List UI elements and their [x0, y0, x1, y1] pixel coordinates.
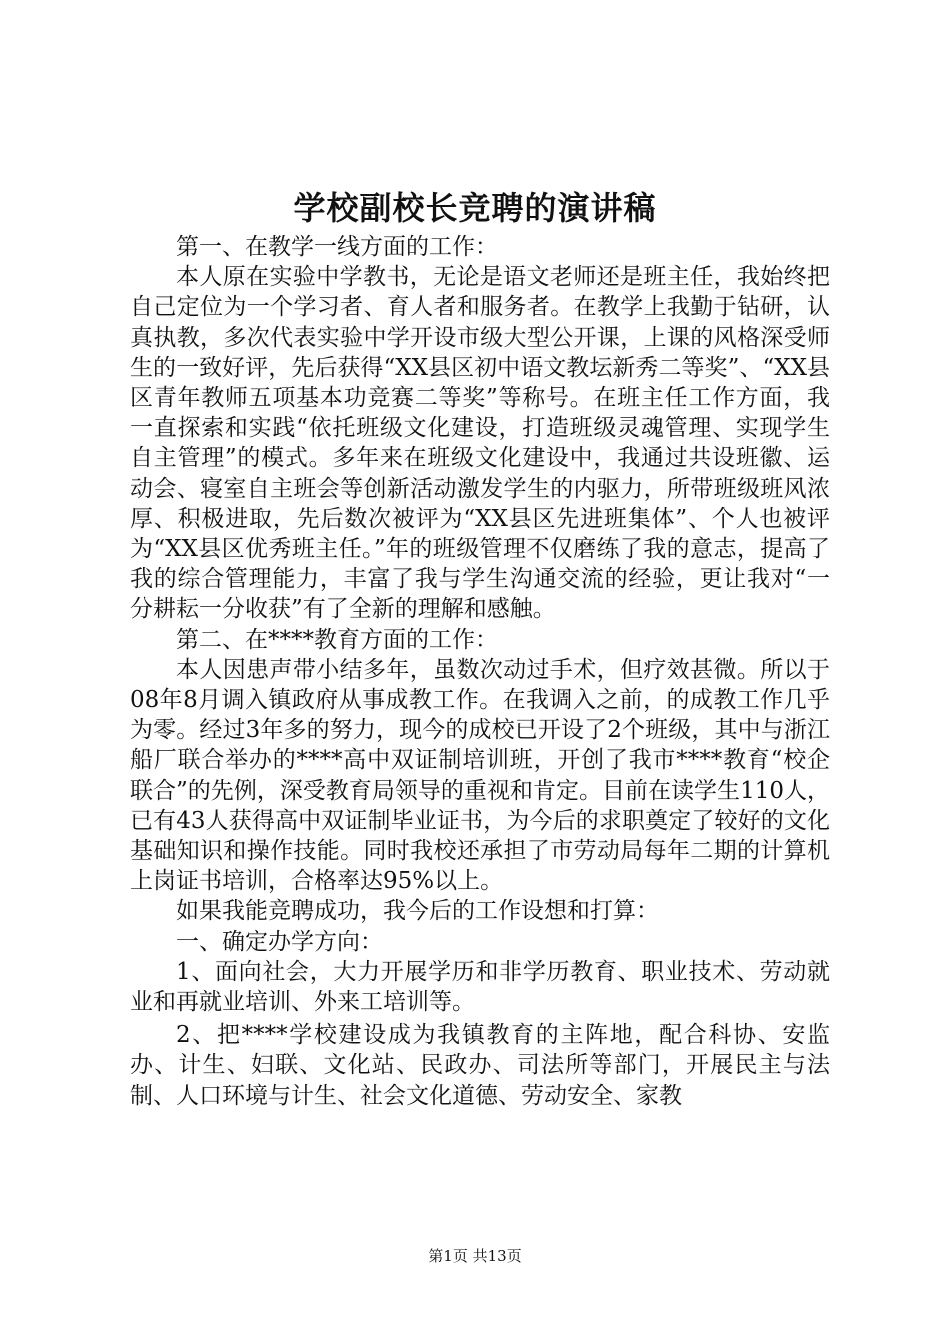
page-footer: 第1页 共13页 — [428, 1247, 522, 1265]
paragraph-item-1: 1、面向社会，大力开展学历和非学历教育、职业技术、劳动就业和再就业培训、外来工培训等。 — [130, 958, 830, 1016]
page-title: 学校副校长竞聘的演讲稿 — [293, 189, 657, 227]
document-body — [130, 232, 830, 1111]
paragraph-item-2: 2、把****学校建设成为我镇教育的主阵地，配合科协、安监办、计生、妇联、文化站、民政办、司法所等部门，开展民主与法制、人口环境与计生、社会文化道德、劳动安全、家教 — [130, 1022, 830, 1109]
paragraph-plans-intro: 如果我能竞聘成功，我今后的工作设想和打算： — [176, 898, 659, 925]
paragraph-heading-direction: 一、确定办学方向： — [176, 928, 383, 955]
paragraph-heading-2: 第二、在****教育方面的工作： — [176, 626, 498, 653]
paragraph-teaching-work: 本人原在实验中学教书，无论是语文老师还是班主任，我始终把自己定位为一个学习者、育人者和服务者。在教学上我勤于钻研，认真执教，多次代表实验中学开设市级大型公开课，上课的风格深受师生的一致好评，先后获得“XX县区初中语文教坛新秀二等奖”、“XX县区青年教师五项基本功竞赛二等奖”等称号。在班主任工作方面，我一直探索和实践“依托班级文化建设，打造班级灵魂管理、实现学生自主管理”的模式。多年来在班级文化建设中，我通过共设班徽、运动会、寝室自主班会等创新活动激发学生的内驱力，所带班级班风浓厚、积极进取，先后数次被评为“XX县区先进班集体”、个人也被评为“XX县区优秀班主任。”年的班级管理不仅磨练了我的意志，提高了我的综合管理能力，丰富了我与学生沟通交流的经验，更让我对“一分耕耘一分收获”有了全新的理解和感触。 — [130, 264, 830, 623]
paragraph-adult-education: 本人因患声带小结多年，虽数次动过手术，但疗效甚微。所以于08年8月调入镇政府从事成教工作。在我调入之前，的成教工作几乎为零。经过3年多的努力，现今的成校已开设了2个班级，其中与浙江船厂联合举办的****高中双证制培训班，开创了我市****教育“校企联合”的先例，深受教育局领导的重视和肯定。目前在读学生110人，已有43人获得高中双证制毕业证书，为今后的求职奠定了较好的文化基础知识和操作技能。同时我校还承担了市劳动局每年二期的计算机上岗证书培训，合格率达95%以上。 — [130, 656, 830, 895]
paragraph-heading-1: 第一、在教学一线方面的工作： — [176, 234, 498, 260]
